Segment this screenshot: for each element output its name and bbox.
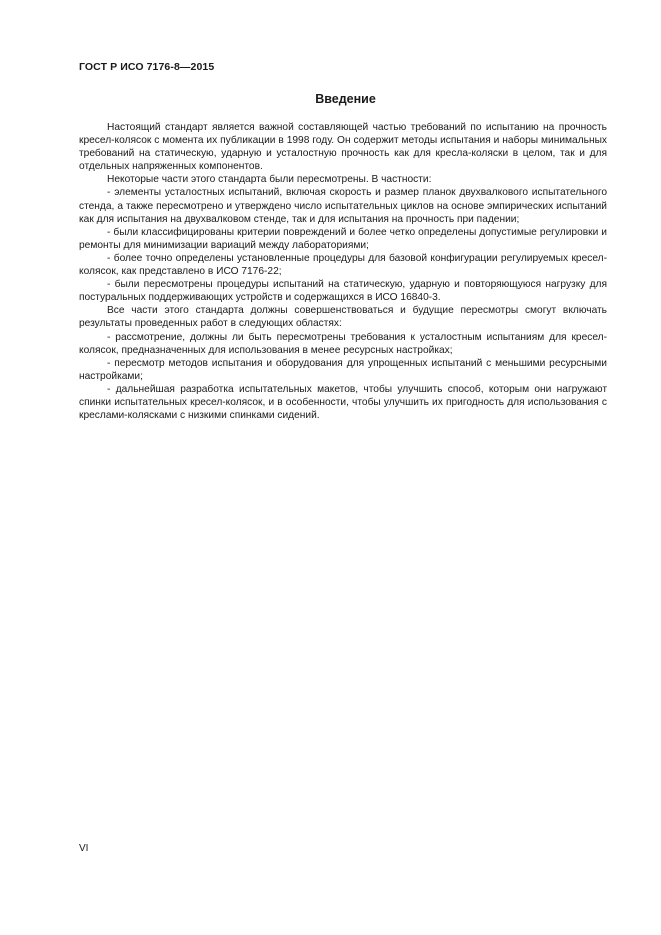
list-item: - элементы усталостных испытаний, включая скорость и размер планок двухвалкового испытательного стенда, а также пересмотрено и утверждено число испытательных циклов на основе эмпирических испытаний как для испытания на двухвалковом стенде, так и для испытания на прочность при падении; (79, 187, 607, 225)
list-item: - рассмотрение, должны ли быть пересмотрены требования к усталостным испытаниям для кресел-колясок, предназначенных для использования в менее ресурсных настройках; (79, 331, 607, 356)
section-title: Введение (315, 92, 376, 106)
list-item: - дальнейшая разработка испытательных макетов, чтобы улучшить способ, которым они нагружают спинки испытательных кресел-колясок, и в особенности, чтобы улучшить их пригодность для использования с креслами-колясками с низкими спинками сидений. (79, 383, 607, 422)
paragraph: Некоторые части этого стандарта были пересмотрены. В частности: (107, 174, 432, 186)
paragraph: Все части этого стандарта должны совершенствоваться и будущие пересмотры смогут включать результаты проведенных работ в следующих областях: (79, 305, 607, 330)
page-number: VI (79, 843, 89, 854)
paragraph: Настоящий стандарт является важной составляющей частью требований по испытанию на прочность кресел-колясок с момента их публикации в 1998 году. Он содержит методы испытания и наборы минимальных требований на статическую, ударную и усталостную прочность как для кресла-коляски в целом, так и для отдельных напряженных компонентов. (79, 122, 607, 173)
list-item: - более точно определены установленные процедуры для базовой конфигурации регулируемых кресел-колясок, как представлено в ИСО 7176-22; (79, 252, 607, 278)
list-item: - были пересмотрены процедуры испытаний на статическую, ударную и повторяющуюся нагрузку для постуральных поддерживающих устройств и содержащихся в ИСО 16840-3. (79, 279, 607, 304)
list-item: - пересмотр методов испытания и оборудования для упрощенных испытаний с меньшими ресурсными настройками; (79, 357, 607, 382)
document-standard-id: ГОСТ Р ИСО 7176-8—2015 (79, 61, 215, 73)
list-item: - были классифицированы критерии повреждений и более четко определены допустимые регулировки и ремонты для минимизации вариаций между лабораториями; (79, 226, 607, 251)
introduction-body (79, 121, 607, 422)
